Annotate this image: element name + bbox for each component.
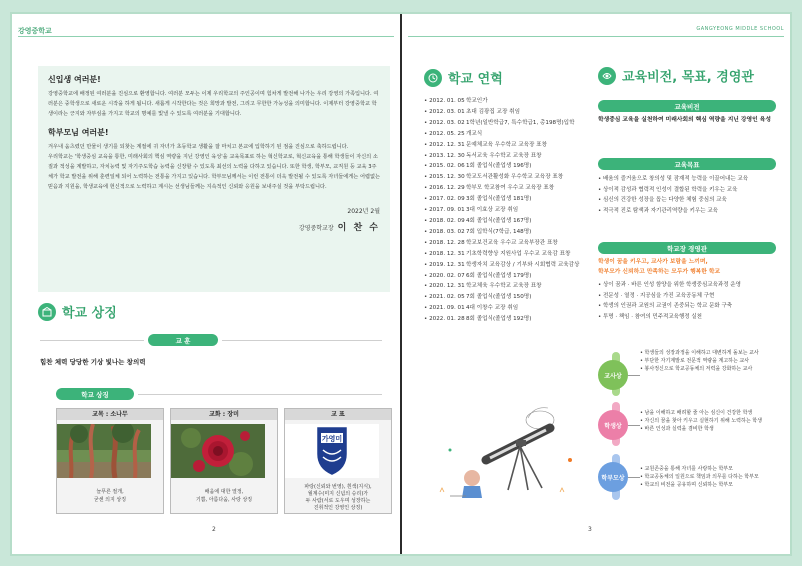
history-row [424, 129, 594, 140]
vision-title: 교육비전, 목표, 경영관 [622, 70, 754, 85]
symbol-card-tree [56, 408, 164, 514]
student-list: • 남을 이해하고 배려할 줄 아는 심신이 건강한 학생 • 자신의 꿈을 찾아 키우고 실현하기 위해 노력하는 학생 • 바른 인성과 실력을 겸비한 학생 [640, 410, 762, 432]
goal-pill: 교육목표 [598, 158, 776, 170]
teacher-badge: 교사상 [598, 360, 628, 390]
history-row [424, 140, 594, 151]
history-row [424, 260, 594, 271]
history-row [424, 96, 594, 107]
card-tree-caption: 늘푸른 절개, 굳센 의지 상징 [93, 489, 127, 503]
history-date: • 2018. 03. 02 [424, 228, 465, 235]
symbols-line [138, 394, 382, 395]
history-event: 3회 졸업식(졸업생 181명) [466, 196, 532, 203]
greet-students-body: 강영중학교에 배정된 여러분을 진심으로 환영합니다. 여러분 모두는 이제 우리학교의 주인공이며 힘차게 발전해 나가는 우리 강영의 가족입니다. 여러분은 중학생으로 새로운 시작을 하게 됩니다. 새롭게 시작한다는 것은 희망과 발전, 그리고 무한한 가능성을 의미합니다. 이제부터 강영중학교 학생이라는 긍지와 자부심을 가지고 학교의 명예를 빛낼 수 있도록 여러분을 기대합니다. [48, 91, 379, 117]
history-date: • 2019. 12. 31 [424, 261, 465, 268]
history-event: 개교식 [466, 130, 483, 137]
greet-parents-body1: 겨우내 움츠렸던 만물이 생기를 되찾는 계절에 귀 자녀가 초등학교 생활을 잘 마치고 본교에 입학하기 된 점을 진심으로 축하드립니다. [48, 144, 349, 150]
parent-connector [628, 477, 640, 478]
history-title: 학교 연혁 [448, 72, 503, 87]
history-event: 1회 졸업식(졸업생 196명) [466, 163, 532, 170]
history-row [424, 314, 594, 325]
history-event: 학부모 학교참여 우수교 교육장 표창 [466, 185, 555, 192]
history-event: 6회 졸업식(졸업생 179명) [466, 272, 532, 279]
greet-parents-body2: 우리학교는 '학생중심 교육을 통한, 미래사회의 핵심 역량을 지닌 강영인 육성'을 교육목표로 하는 혁신학교로, 혁신교육을 통해 학생들이 자신의 소질과 적성을 계발하고, 자치능력 및 자기주도학습 능력을 신장할 수 있도록 최선의 노력을 다하고 있습니다. 또한 학생, 학부모, 교직원 등 교육 3주체가 학교 발전을 위해 훈련일체 되어 노력하는 전통을 가지고 있습니다. 학부모님께서는 이런 전통이 더욱 발전될 수 있도록 자녀들에게는 어렵없는 믿음과 지원을, 학생교육에 헌신적으로 노력하고 계시는 선생님들께는 지속적인 신뢰와 응원을 보내주실 것을 부탁드립니다. [48, 154, 380, 190]
history-event: 기초학력향상 지원사업 우수교 교육감 표창 [466, 250, 571, 257]
mgmt-pill: 학교장 경영관 [598, 242, 776, 254]
rose-image [171, 424, 265, 478]
history-event: 4회 졸업식(졸업생 167명) [466, 217, 532, 224]
history-date: • 2017. 09. 01 [424, 207, 465, 214]
symbols-pill: 학교 상징 [56, 388, 134, 400]
history-date: • 2018. 12. 31 [424, 250, 465, 257]
history-row [424, 227, 594, 238]
vision-pill: 교육비전 [598, 100, 776, 112]
history-event: 학교도서관활성화 우수학교 교육장 표창 [466, 174, 564, 181]
history-row [424, 303, 594, 314]
history-event: 3대 이효상 교장 취임 [466, 207, 519, 214]
right-page-number: 3 [588, 526, 592, 533]
symbols-section-head [38, 302, 117, 321]
history-date: • 2020. 02. 07 [424, 272, 465, 279]
card-flower-head: 교화 : 장미 [171, 409, 277, 420]
history-date: • 2012. 05. 25 [424, 130, 465, 137]
history-row [424, 205, 594, 216]
history-section-head [424, 68, 503, 87]
history-event: 8회 졸업식(졸업생 192명) [466, 316, 532, 323]
history-row [424, 183, 594, 194]
motto-pill: 교 훈 [148, 334, 218, 346]
history-date: • 2013. 12. 30 [424, 152, 465, 159]
history-event: 7회 졸업식(졸업생 150명) [466, 294, 532, 301]
page-spine [400, 14, 402, 554]
history-date: • 2021. 09. 01 [424, 305, 465, 312]
history-row [424, 118, 594, 129]
telescope-illustration [420, 400, 590, 500]
mgmt-slogan: 학생이 꿈을 키우고, 교사가 보람을 느끼며, 학부모가 신뢰하고 만족하는 모두가 행복한 학교 [598, 259, 721, 275]
history-date: • 2012. 03. 02 [424, 119, 465, 126]
history-row [424, 172, 594, 183]
history-row [424, 216, 594, 227]
history-date: • 2012. 12. 31 [424, 141, 465, 148]
history-date: • 2017. 02. 09 [424, 196, 465, 203]
left-page-number: 2 [212, 526, 216, 533]
school-motto: 힘찬 체력 당당한 기상 빛나는 창의력 [40, 358, 146, 366]
history-event: 4대 이창수 교장 취임 [466, 305, 519, 312]
symbols-title: 학교 상징 [62, 306, 117, 321]
greeting-box [38, 66, 390, 292]
history-date: • 2015. 12. 30 [424, 174, 465, 181]
history-event: 학생자치 교육감상 / 기부와 시회협력 교육감상 [466, 261, 580, 268]
history-event: 1학년(일반학급7, 특수학급1, 총198명)입학 [466, 119, 575, 126]
motto-line-left [40, 340, 144, 341]
student-badge: 학생상 [598, 410, 628, 440]
history-date: • 2018. 12. 28 [424, 239, 465, 246]
mgmt-list: • 상이 꿈과 · 바른 인성 함양을 위한 학생중심교육과정 운영 • 전문성 · 열정 · 지공심을 가진 교육공동체 구현 • 학생의 인권과 교원의 교권이 존중되는 학교 문화 구축 • 투명 · 책임 · 참여의 민주적교육행정 실천 [598, 282, 741, 320]
history-date: • 2015. 02. 06 [424, 163, 465, 170]
symbol-card-flower [170, 408, 278, 514]
card-emblem-caption: 파랑(신뢰와 번영), 흰색(지식), 월계수(미지 신념의 승리)가 두 사람(서로 도우며 성장하는 진취적인 강영인 상징) [304, 484, 372, 511]
history-row [424, 107, 594, 118]
history-date: • 2012. 01. 05 [424, 98, 465, 104]
greeting-signature: 강영중학교장 이 찬 수 [298, 223, 380, 233]
history-event: 학교보건교육 우수교 교육부장관 표창 [466, 239, 558, 246]
history-row [424, 194, 594, 205]
goal-list: • 배움의 즐거움으로 창의성 및 잠재적 능력을 이끌어내는 교육 • 상이적 감성과 협력적 인성이 결합된 학력을 키우는 교육 • 심신의 건강한 성장을 돕는 다양한 체험 중심의 교육 • 적극적 진로 탐색과 자기관리역량을 키우는 교육 [598, 176, 749, 214]
history-row [424, 238, 594, 249]
teacher-list: • 학생들의 성장과정을 이해하고 대변하게 돌보는 교사 • 부단한 자기계발로 전문적 역량을 계고하는 교사 • 봉사정신으로 학교공동체의 저력을 강화하는 교사 [640, 350, 759, 372]
history-row [424, 271, 594, 282]
school-symbol-icon [38, 303, 56, 321]
history-row [424, 151, 594, 162]
greet-parents-title: 학부모님 여러분! [48, 128, 109, 137]
greeting-date: 2022년 2월 [347, 208, 380, 215]
vision-section-head [598, 66, 754, 85]
card-tree-head: 교목 : 소나무 [57, 409, 163, 420]
parent-badge: 학부모상 [598, 462, 628, 492]
history-event: 문예체교육 우수학교 교육장 표창 [466, 141, 547, 148]
left-header-line [18, 36, 394, 37]
right-header: GANGYEONG MIDDLE SCHOOL [696, 26, 784, 32]
school-emblem-icon [285, 424, 379, 478]
history-row [424, 249, 594, 260]
history-date: • 2021. 02. 05 [424, 294, 465, 301]
motto-line-right [222, 340, 382, 341]
left-header: 강영중학교 [18, 27, 52, 35]
teacher-connector [628, 375, 640, 376]
history-event: 학교체육 우수학교 교육장 표창 [466, 283, 542, 290]
card-flower-caption: 배움에 대한 열정, 기쁨, 아름다움, 사랑 상징 [195, 489, 253, 503]
history-icon [424, 69, 442, 87]
vision-icon [598, 67, 616, 85]
student-connector [628, 425, 640, 426]
history-row [424, 292, 594, 303]
right-header-line [408, 36, 784, 37]
symbol-card-emblem [284, 408, 392, 514]
parent-list: • 교원존중을 통해 자녀를 사랑하는 학부모 • 학교공동체의 일원으로 책임과 의무를 다하는 학부모 • 학교의 비전을 공유하며 신뢰하는 학부모 [640, 466, 759, 488]
history-date: • 2022. 01. 28 [424, 316, 465, 323]
history-event: 초대 김광집 교장 취임 [466, 108, 520, 115]
history-date: • 2016. 12. 29 [424, 185, 465, 192]
history-date: • 2020. 12. 31 [424, 283, 465, 290]
history-row [424, 161, 594, 172]
history-date: • 2018. 02. 09 [424, 217, 465, 224]
history-list [424, 96, 594, 325]
pine-tree-image [57, 424, 151, 478]
card-emblem-head: 교 표 [285, 409, 391, 420]
history-event: 독서교육 우수학교 교육장 표창 [466, 152, 542, 159]
history-event: 7회 입학식(7학급, 148명) [466, 228, 532, 235]
history-date: • 2012. 03. 01 [424, 108, 465, 115]
svg-text:가영미: 가영미 [321, 435, 343, 443]
greet-students-title: 신입생 여러분! [48, 75, 101, 84]
vision-text: 학생중심 교육을 실천하여 미래사회의 핵심 역량을 지닌 강영인 육성 [598, 117, 771, 123]
history-row [424, 281, 594, 292]
history-event: 학교인가 [466, 98, 488, 104]
